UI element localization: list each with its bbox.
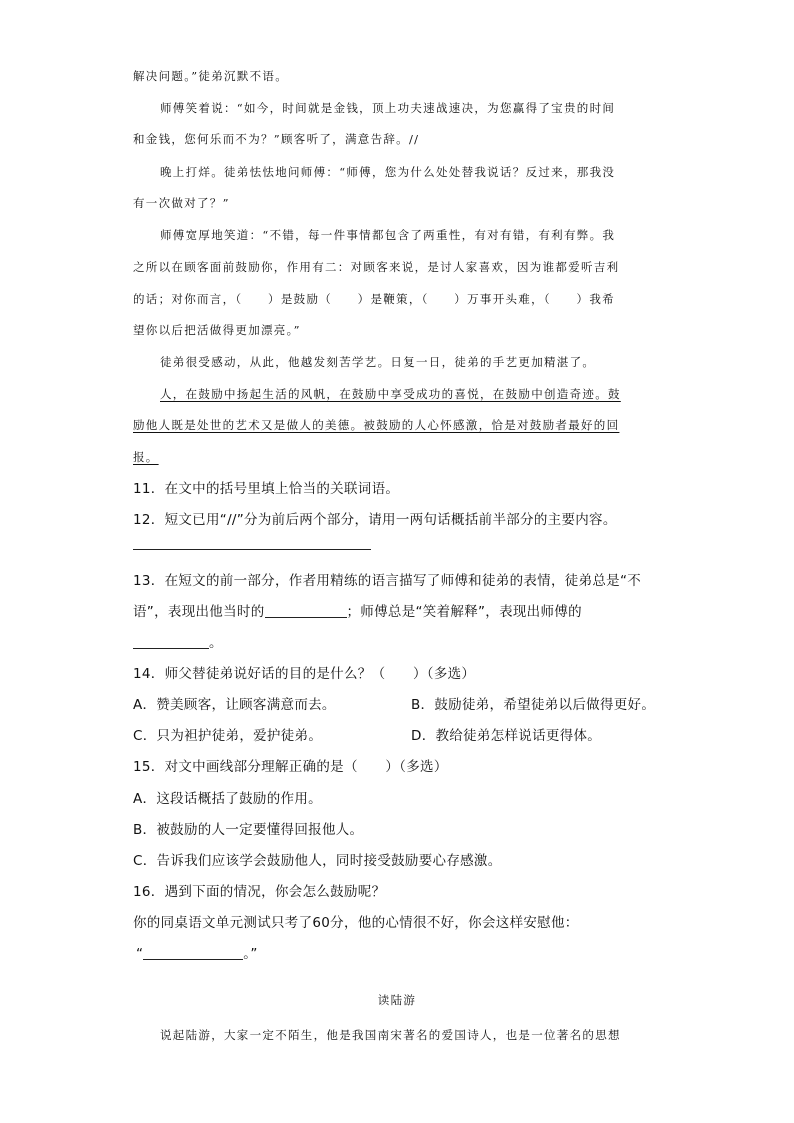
- answer-blank-apprentice[interactable]: [265, 603, 347, 618]
- question-13: 13．在短文的前一部分，作者用精练的语言描写了师傅和徒弟的表情，徒弟总是“不: [133, 573, 642, 589]
- q15-option-c[interactable]: C．告诉我们应该学会鼓励他人，同时接受鼓励要心存感激。: [133, 853, 502, 869]
- passage-line: 徒弟很受感动，从此，他越发刻苦学艺。日复一日，徒弟的手艺更加精湛了。: [160, 355, 596, 369]
- underlined-line: 报。: [133, 450, 159, 464]
- passage-line: 说起陆游，大家一定不陌生，他是我国南宋著名的爱国诗人，也是一位著名的思想: [160, 1028, 621, 1042]
- q14-option-b[interactable]: B．鼓励徒弟，希望徒弟以后做得更好。: [411, 697, 656, 713]
- question-13-text-a: 语”，表现出他当时的: [133, 604, 265, 620]
- passage-line: 师傅宽厚地笑道：“不错，每一件事情都包含了两重性，有对有错，有利有弊。我: [160, 228, 616, 242]
- quote-open: “: [136, 946, 144, 962]
- question-16: 16．遇到下面的情况，你会怎么鼓励呢？: [133, 884, 386, 900]
- passage-line: 之所以在顾客面前鼓励你，作用有二：对顾客来说，是讨人家喜欢，因为谁都爱听吉利: [133, 260, 620, 274]
- q14-option-a[interactable]: A．赞美顾客，让顾客满意而去。: [133, 697, 336, 713]
- underlined-line: 人，在鼓励中扬起生活的风帆，在鼓励中享受成功的喜悦，在鼓励中创造奇迹。鼓: [160, 387, 621, 401]
- question-14: 14．师父替徒弟说好话的目的是什么？（ ）（多选）: [133, 666, 476, 682]
- passage-line: 有一次做对了？”: [133, 196, 230, 210]
- question-13-line2: [133, 600, 582, 620]
- question-15: 15．对文中画线部分理解正确的是（ ）（多选）: [133, 759, 448, 775]
- passage-line: 晚上打烊。徒弟怯怯地问师傅：“师傅，您为什么处处替我说话？反过来，那我没: [160, 165, 616, 179]
- q14-option-d[interactable]: D．教给徒弟怎样说话更得体。: [411, 728, 602, 744]
- question-13-text-b: ；师傅总是“笑着解释”，表现出师傅的: [346, 604, 582, 620]
- answer-blank-master[interactable]: [133, 634, 209, 649]
- question-13-end: 。: [209, 635, 223, 651]
- passage-line: 和金钱，您何乐而不为？”顾客听了，满意告辞。//: [133, 132, 420, 146]
- question-13-line3: [133, 631, 223, 651]
- question-11: 11．在文中的括号里填上恰当的关联词语。: [133, 481, 400, 497]
- passage-title: 读陆游: [377, 993, 417, 1007]
- question-12: 12．短文已用“//”分为前后两个部分，请用一两句话概括前半部分的主要内容。: [133, 512, 617, 528]
- answer-blank-q16[interactable]: [143, 945, 243, 960]
- passage-line: 师傅笑着说：“如今，时间就是金钱，顶上功夫速战速决，为您赢得了宝贵的时间: [160, 101, 616, 115]
- answer-line-q12[interactable]: [133, 549, 371, 550]
- quote-close: 。”: [243, 946, 258, 962]
- passage-line: 解决问题。”徒弟沉默不语。: [133, 69, 289, 83]
- q14-option-c[interactable]: C．只为袒护徒弟，爱护徒弟。: [133, 728, 323, 744]
- underlined-line: 励他人既是处世的艺术又是做人的美德。被鼓励的人心怀感激，恰是对鼓励者最好的回: [133, 418, 620, 432]
- q15-option-a[interactable]: A．这段话概括了鼓励的作用。: [133, 791, 322, 807]
- q15-option-b[interactable]: B．被鼓励的人一定要懂得回报他人。: [133, 822, 364, 838]
- question-16-scenario: 你的同桌语文单元测试只考了60分，他的心情很不好，你会这样安慰他：: [133, 915, 579, 931]
- question-16-answer: [136, 942, 258, 962]
- passage-line: 望你以后把活做得更加漂亮。”: [133, 323, 301, 337]
- passage-line: 的话；对你而言，（ ）是鼓励（ ）是鞭策，（ ）万事开头难，（ ）我希: [133, 292, 615, 306]
